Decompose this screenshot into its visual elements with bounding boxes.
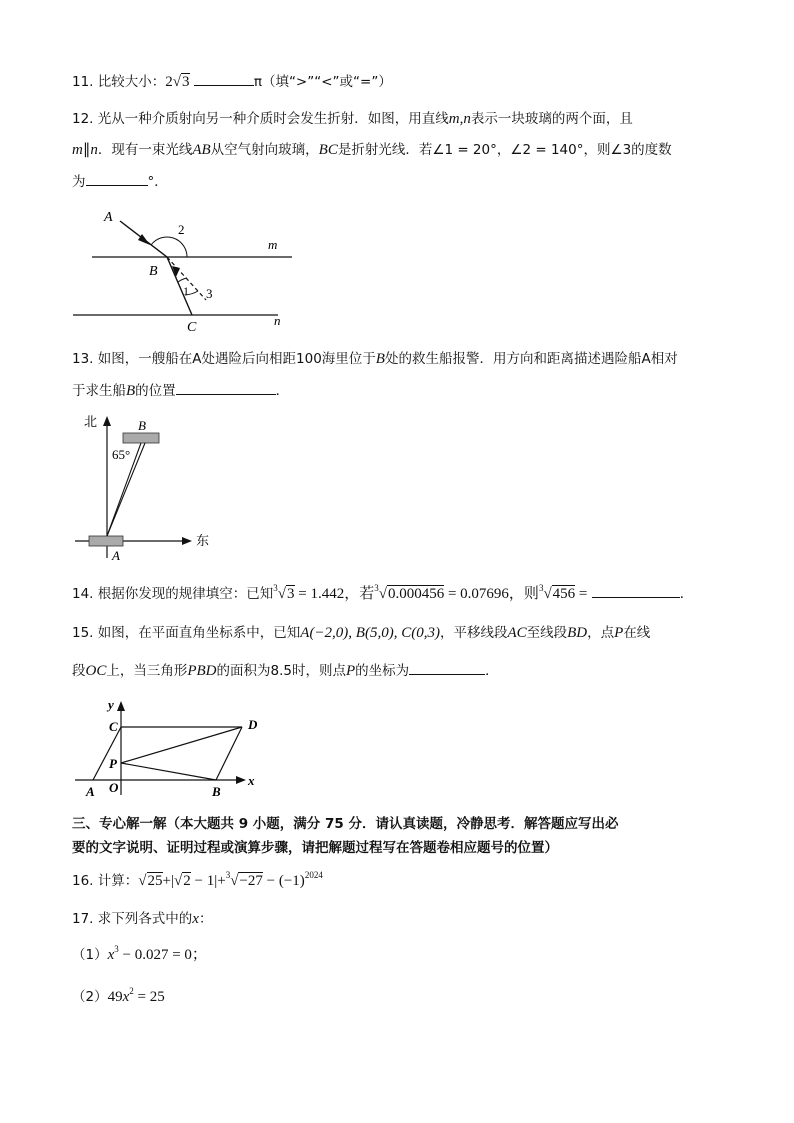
q13-pre: 于求生船 (72, 383, 126, 399)
q16-plus1: + (162, 873, 171, 889)
q15-line1 (72, 623, 650, 643)
label-A: A (104, 210, 113, 225)
q16-r1: 25 (147, 873, 163, 889)
label-1: 1 (183, 284, 189, 298)
q17-number: 17. (72, 911, 94, 927)
ship-b-label: B (138, 418, 146, 433)
q15-oc: OC (85, 663, 107, 679)
q14-line: 14. 根据你发现的规律填空：已知$^3$√3 = 1.442，若$^3$√0.000456 = 0.07696，则$^3$√456 = ． (72, 583, 694, 602)
q13-text1-end: 处的救生船报警．用方向和距离描述遇险船A相对 (384, 351, 678, 367)
q14-value2: = 0.07696，则 (444, 586, 539, 602)
east-label: 东 (196, 533, 210, 548)
q17-p2-label: （2） (72, 989, 108, 1005)
q15-answer-blank[interactable] (409, 660, 485, 675)
q12-text2b: 从空气射向玻璃， (210, 142, 319, 158)
angle-1-arc (178, 278, 187, 282)
q12-text2c: 是折射光线．若∠1 = 20°，∠2 = 140°，则∠3的度数 (337, 142, 672, 158)
q14-value3: = (575, 586, 588, 602)
q15-text2d: 的坐标为 (355, 663, 410, 679)
q14-answer-blank[interactable] (592, 583, 680, 598)
q12-m: m (72, 142, 83, 158)
label-3: 3 (206, 286, 213, 301)
q11-after: π（填“>”“<”或“=”） (253, 74, 392, 90)
q15-text1b: ，平移线段 (439, 625, 508, 641)
segment-pb (121, 763, 216, 780)
label-y: y (108, 697, 114, 712)
north-arrow-icon (103, 416, 111, 426)
q12-number: 12. (72, 111, 94, 127)
q17-p2-rest: = 25 (133, 989, 165, 1005)
q13-end: ． (275, 383, 290, 399)
label-O: O (109, 780, 119, 795)
label-B: B (149, 264, 158, 279)
q14-radicand1: 3 (287, 586, 295, 602)
section3-line1: 三、专心解一解（本大题共 9 小题，满分 75 分．请认真读题，冷静思考．解答题应写出必 (72, 816, 619, 832)
ship-a-icon (89, 536, 123, 546)
q15-p2: P (346, 663, 356, 679)
q17-p1-x: x (107, 947, 115, 963)
q16-r3: −27 (239, 873, 263, 889)
east-arrow-icon (182, 537, 192, 545)
label-A: A (86, 784, 95, 799)
q11-text: 比较大小： (97, 74, 166, 90)
q15-text1c: 至线段 (526, 625, 568, 641)
q17-line (72, 909, 212, 929)
q15-text1d: ，点 (587, 625, 615, 641)
label-B: B (212, 784, 221, 799)
q17-p2-pre: 49 (107, 989, 123, 1005)
label-2: 2 (178, 222, 185, 237)
q12-line1 (72, 109, 633, 129)
north-label: 北 (84, 414, 98, 429)
q15-dot: ． (485, 663, 499, 679)
ship-b-icon (123, 433, 159, 443)
q13-number: 13. (72, 351, 94, 367)
angle-2-arc (151, 237, 187, 257)
q15-text2b: 上，当三角形 (106, 663, 188, 679)
q13-figure (70, 408, 220, 566)
q16-exp: 2024 (304, 870, 323, 880)
q11-answer-blank[interactable] (194, 71, 254, 86)
q14-radicand2: 0.000456 (387, 586, 445, 602)
q17-part1 (72, 945, 207, 966)
x-arrow-icon (236, 776, 246, 784)
q15-text1e: 在线 (623, 625, 651, 641)
q17-p1-label: （1） (72, 947, 108, 963)
q17-p2-exp: 2 (129, 986, 134, 996)
q13-answer-blank[interactable] (176, 380, 276, 395)
label-C: C (109, 719, 118, 734)
q12-line2 (72, 140, 672, 160)
q16-tail: − (−1) (262, 873, 305, 889)
q12-figure (70, 205, 310, 335)
q15-ac: AC (507, 625, 527, 641)
angle-label: 65° (112, 447, 131, 462)
q15-bd: BD (567, 625, 588, 641)
q14-end: ． (679, 586, 694, 602)
q13-b2: B (126, 383, 136, 399)
q13-text1: 如图，一艘船在A处遇险后向相距100海里位于 (97, 351, 376, 367)
segment-bd (216, 727, 242, 780)
q12-pre: 为 (72, 174, 86, 190)
q12-line3 (72, 171, 168, 192)
label-x: x (248, 773, 255, 788)
q11-sqrt-sign: √ (172, 74, 182, 90)
q15-text2c: 的面积为8.5时，则点 (216, 663, 346, 679)
segment-ac (93, 727, 121, 780)
q15-p: P (614, 625, 624, 641)
label-D: D (248, 717, 258, 732)
q12-vars: m,n (448, 111, 471, 127)
q17-colon: ： (198, 911, 213, 927)
q16-r2: 2 (183, 873, 191, 889)
q12-answer-blank[interactable] (86, 171, 148, 186)
y-arrow-icon (117, 701, 125, 711)
q17-p1-rest: − 0.027 = 0； (118, 947, 207, 963)
q15-points: A(−2,0), B(5,0), C(0,3) (300, 625, 440, 641)
q11-line (72, 71, 392, 92)
q15-number: 15. (72, 625, 94, 641)
label-m: m (268, 237, 278, 252)
q13-post: 的位置 (135, 383, 176, 399)
q16-minus1: − 1 (190, 873, 215, 889)
q16-number: 16. (72, 873, 94, 889)
q11-number: 11. (72, 74, 94, 90)
q16-plus2: + (217, 873, 226, 889)
q12-post: °． (147, 174, 168, 190)
q12-n: n (90, 142, 98, 158)
segment-pd (121, 727, 242, 763)
q12-bc: BC (318, 142, 338, 158)
q15-pbd: PBD (187, 663, 217, 679)
q17-p1-exp: 3 (114, 944, 119, 954)
q17-p2-x: x (122, 989, 130, 1005)
q12-text2: ．现有一束光线 (97, 142, 193, 158)
q14-text: 根据你发现的规律填空：已知 (97, 586, 274, 602)
q15-line2 (72, 660, 499, 681)
q12-parallel: ∥ (82, 142, 91, 158)
q11-radicand: 3 (182, 74, 190, 90)
q17-text: 求下列各式中的 (97, 911, 193, 927)
q12-text1: 光从一种介质射向另一种介质时会发生折射．如图，用直线 (97, 111, 449, 127)
q12-ab: AB (192, 142, 211, 158)
label-P: P (109, 756, 117, 771)
q15-text2: 段 (72, 663, 86, 679)
label-n: n (274, 313, 281, 328)
q14-radicand3: 456 (552, 586, 576, 602)
q14-value1: = 1.442，若 (294, 586, 375, 602)
q16-text: 计算： (97, 873, 139, 889)
section3-line2: 要的文字说明、证明过程或演算步骤，请把解题过程写在答题卷相应题号的位置） (72, 840, 558, 856)
label-C: C (187, 320, 197, 335)
q12-text1-end: 表示一块玻璃的两个面，且 (470, 111, 633, 127)
q11-coef: 2 (165, 74, 173, 90)
q13-b: B (375, 351, 385, 367)
q17-x: x (192, 911, 199, 927)
q16-line: 16. 计算：$√25+|√2 - 1|+^3√-27 - (-1)^{2024}$ (72, 870, 323, 889)
q17-part2 (72, 987, 165, 1008)
q15-figure (70, 695, 270, 801)
ship-a-label: A (112, 548, 120, 563)
q15-text1: 如图，在平面直角坐标系中，已知 (97, 625, 301, 641)
q13-line1 (72, 349, 678, 369)
q14-number: 14. (72, 586, 94, 602)
q13-line2 (72, 380, 289, 401)
